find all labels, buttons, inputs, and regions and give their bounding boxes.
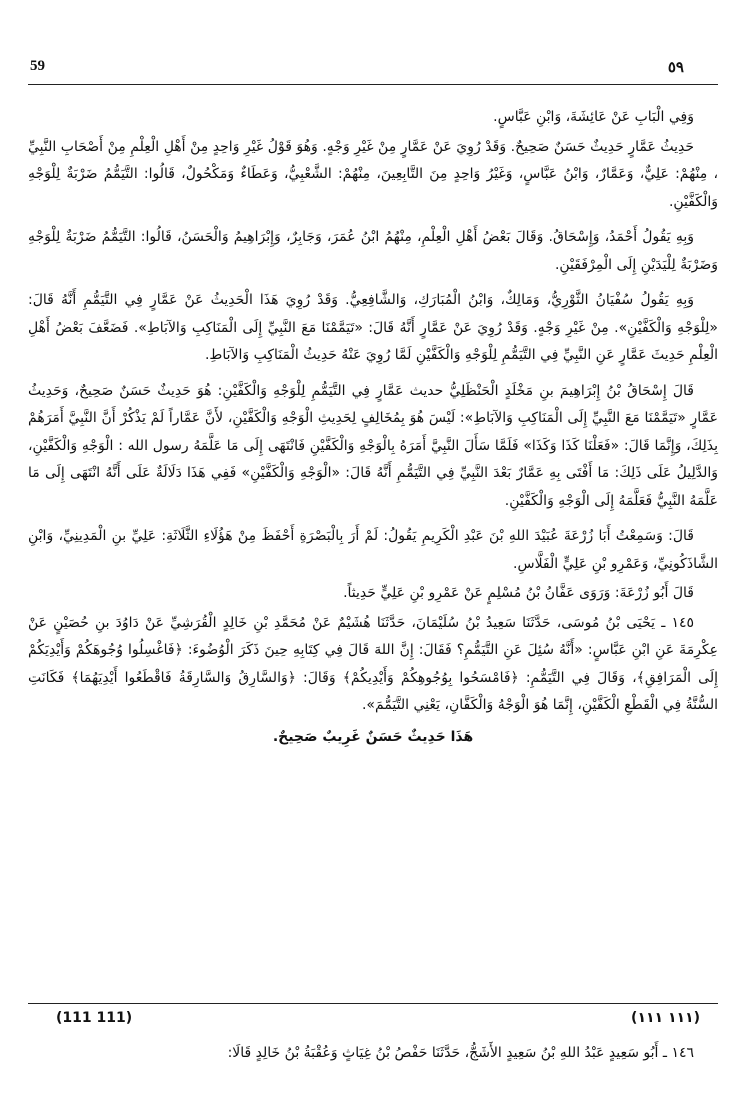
paragraph-affan: قَالَ أَبُو زُرْعَةَ: وَرَوَى عَفَّانُ بْنُ مُسْلِمٍ عَنْ عَمْرِو بْنِ عَلِيٍّ حَدِيثاً. (343, 585, 694, 601)
footer-ref-latin: (111 111) (56, 1010, 133, 1026)
paragraph-abu-zura: قَالَ: وَسَمِعْتُ أَبَا زُرْعَةَ عُبَيْدَ اللهِ بْنَ عَبْدِ الْكَرِيمِ يَقُولُ: لَمْ أَرَ بِالْبَصْرَةِ أَحْفَظَ مِنْ هَؤُلَاءِ الثَّلَاثَةِ: عَلِيِّ بنِ الْمَدِينِيِّ، وَابْنِ الشَّاذَكُونِيِّ، وَعَمْرِو بْنِ عَلِيٍّ الْفَلَّاسِ. (28, 528, 718, 572)
hadith-145: ١٤٥ ـ يَحْيَى بْنُ مُوسَى، حَدَّثَنَا سَعِيدُ بْنُ سُلَيْمَانَ، حَدَّثَنَا هُشَيْمٌ عَنْ مُحَمَّدِ بْنِ خَالِدٍ الْقُرَشِيِّ عَنْ دَاوُدَ بنِ حُصَيْنٍ عَنْ عِكْرِمَةَ عَنِ ابْنِ عَبَّاسٍ: «أَنَّهُ سُئِلَ عَنِ التَّيَمُّمِ؟ فَقَالَ: إِنَّ اللهَ قَالَ فِي كِتَابِهِ حِينَ ذَكَرَ الْوُضُوءَ: ﴿فَاغْسِلُوا وُجُوهَكُمْ وَأَيْدِيَكُمْ إِلَى الْمَرَافِقِ﴾، وَقَالَ فِي التَّيَمُّمِ: ﴿فَامْسَحُوا بِوُجُوهِكُمْ وَأَيْدِيكُمْ﴾ وَقَالَ: ﴿وَالسَّارِقُ وَالسَّارِقَةُ فَاقْطَعُوا أَيْدِيَهُمَا﴾ فَكَانَتِ السُّنَّةُ فِي الْقَطْعِ الْكَفَّيْنِ، إِنَّمَا هُوَ الْوَجْهُ وَالْكَفَّانِ، يَعْنِي التَّيَمُّمَ». (28, 614, 718, 713)
page-number-latin: 59 (30, 58, 45, 74)
footer-rule (28, 1003, 718, 1004)
hadith-146-start: ١٤٦ ـ أَبُو سَعِيدٍ عَبْدُ اللهِ بْنُ سَعِيدٍ الأَشَجُّ، حَدَّثَنَا حَفْصُ بْنُ غِيَاثٍ وَعُقْبَةُ بْنُ خَالِدٍ قَالَا: (227, 1045, 694, 1061)
paragraph-chapter-refs: وَفِي الْبَابِ عَنْ عَائِشَةَ، وَابْنِ عَبَّاسٍ. (493, 109, 694, 125)
hadith-grading-line: هَذَا حَدِيثٌ حَسَنٌ غَرِيبٌ صَحِيحٌ. (272, 728, 474, 745)
footer-ref-arabic: (١١١ ١١١) (631, 1010, 700, 1026)
page-number-arabic: ٥٩ (667, 60, 684, 76)
paragraph-grading: حَدِيثُ عَمَّارٍ حَدِيثٌ حَسَنٌ صَحِيحٌ. وَقَدْ رُوِيَ عَنْ عَمَّارٍ مِنْ غَيْرِ وَجْهٍ. وَهُوَ قَوْلُ غَيْرِ وَاحِدٍ مِنْ أَهْلِ الْعِلْمِ مِنْ أَصْحَابِ النَّبِيِّ ، مِنْهُمْ: عَلِيٌّ، وَعَمَّارٌ، وَابْنُ عَبَّاسٍ، وَغَيْرُ وَاحِدٍ مِنَ التَّابِعِينَ، مِنْهُمْ: الشَّعْبِيُّ، وَعَطَاءٌ وَمَكْحُولٌ، قَالُوا: التَّيَمُّمُ ضَرْبَةٌ لِلْوَجْهِ وَالْكَفَّيْنِ. (28, 138, 718, 210)
header-rule (28, 84, 718, 85)
page-body (28, 104, 718, 751)
paragraph-sufyan: وَبِهِ يَقُولُ سُفْيَانُ الثَّوْرِيُّ، وَمَالِكٌ، وَابْنُ الْمُبَارَكِ، وَالشَّافِعِيُّ. وَقَدْ رُوِيَ هَذَا الْحَدِيثُ عَنْ عَمَّارٍ فِي التَّيَمُّمِ أَنَّهُ قَالَ: «لِلْوَجْهِ وَالْكَفَّيْنِ». مِنْ غَيْرِ وَجْهٍ. وَقَدْ رُوِيَ عَنْ عَمَّارٍ أَنَّهُ قَالَ: «تَيَمَّمْنَا مَعَ النَّبِيِّ إِلَى الْمَنَاكِبِ وَالآبَاطِ». فَضَعَّفَ بَعْضُ أَهْلِ الْعِلْمِ حَدِيثَ عَمَّارٍ عَنِ النَّبِيِّ فِي التَّيَمُّمِ لِلْوَجْهِ وَالْكَفَّيْنِ لَمَّا رُوِيَ عَنْهُ حَدِيثُ الْمَنَاكِبِ وَالآبَاطِ. (28, 292, 718, 363)
paragraph-ahmad-ishaq: وَبِهِ يَقُولُ أَحْمَدُ، وَإِسْحَاقُ. وَقَالَ بَعْضُ أَهْلِ الْعِلْمِ، مِنْهُمُ ابْنُ عُمَرَ، وَجَابِرٌ، وَإِبْرَاهِيمُ وَالْحَسَنُ، قَالُوا: التَّيَمُّمُ ضَرْبَةٌ لِلْوَجْهِ وَضَرْبَةٌ لِلْيَدَيْنِ إِلَى الْمِرْفَقَيْنِ. (28, 229, 718, 273)
paragraph-ishaq-commentary: قَالَ إِسْحَاقُ بْنُ إِبْرَاهِيمَ بنِ مَخْلَدٍ الْحَنْظَلِيُّ حديث عَمَّارٍ فِي التَّيَمُّمِ لِلْوَجْهِ وَالْكَفَّيْنِ: هُوَ حَدِيثٌ حَسَنٌ صَحِيحٌ، وَحَدِيثُ عَمَّارٍ «تَيَمَّمْنَا مَعَ النَّبِيِّ إِلَى الْمَنَاكِبِ وَالآبَاطِ»: لَيْسَ هُوَ بِمُخَالِفٍ لِحَدِيثِ الْوَجْهِ وَالْكَفَّيْنِ، لأَنَّ عَمَّاراً لَمْ يَذْكُرْ أَنَّ النَّبِيَّ أَمَرَهُمْ بِذَلِكَ، وَإِنَّمَا قَالَ: «فَعَلْنَا كَذَا وَكَذَا» فَلَمَّا سَأَلَ النَّبِيَّ أَمَرَهُ بِالْوَجْهِ وَالْكَفَّيْنِ فَانْتَهَى إِلَى مَا عَلَّمَهُ رسول الله : الْوَجْهِ وَالْكَفَّيْنِ، وَالدَّلِيلُ عَلَى ذَلِكَ: مَا أَفْتَى بِهِ عَمَّارٌ بَعْدَ النَّبِيِّ فِي التَّيَمُّمِ أَنَّهُ قَالَ: «الْوَجْهِ وَالْكَفَّيْنِ» فَفِي هَذَا دَلَالَةٌ عَلَى أَنَّهُ انْتَهَى إِلَى مَا عَلَّمَهُ النَّبِيُّ فَعَلَّمَهُ إِلَى الْوَجْهِ وَالْكَفَّيْنِ. (28, 382, 718, 509)
